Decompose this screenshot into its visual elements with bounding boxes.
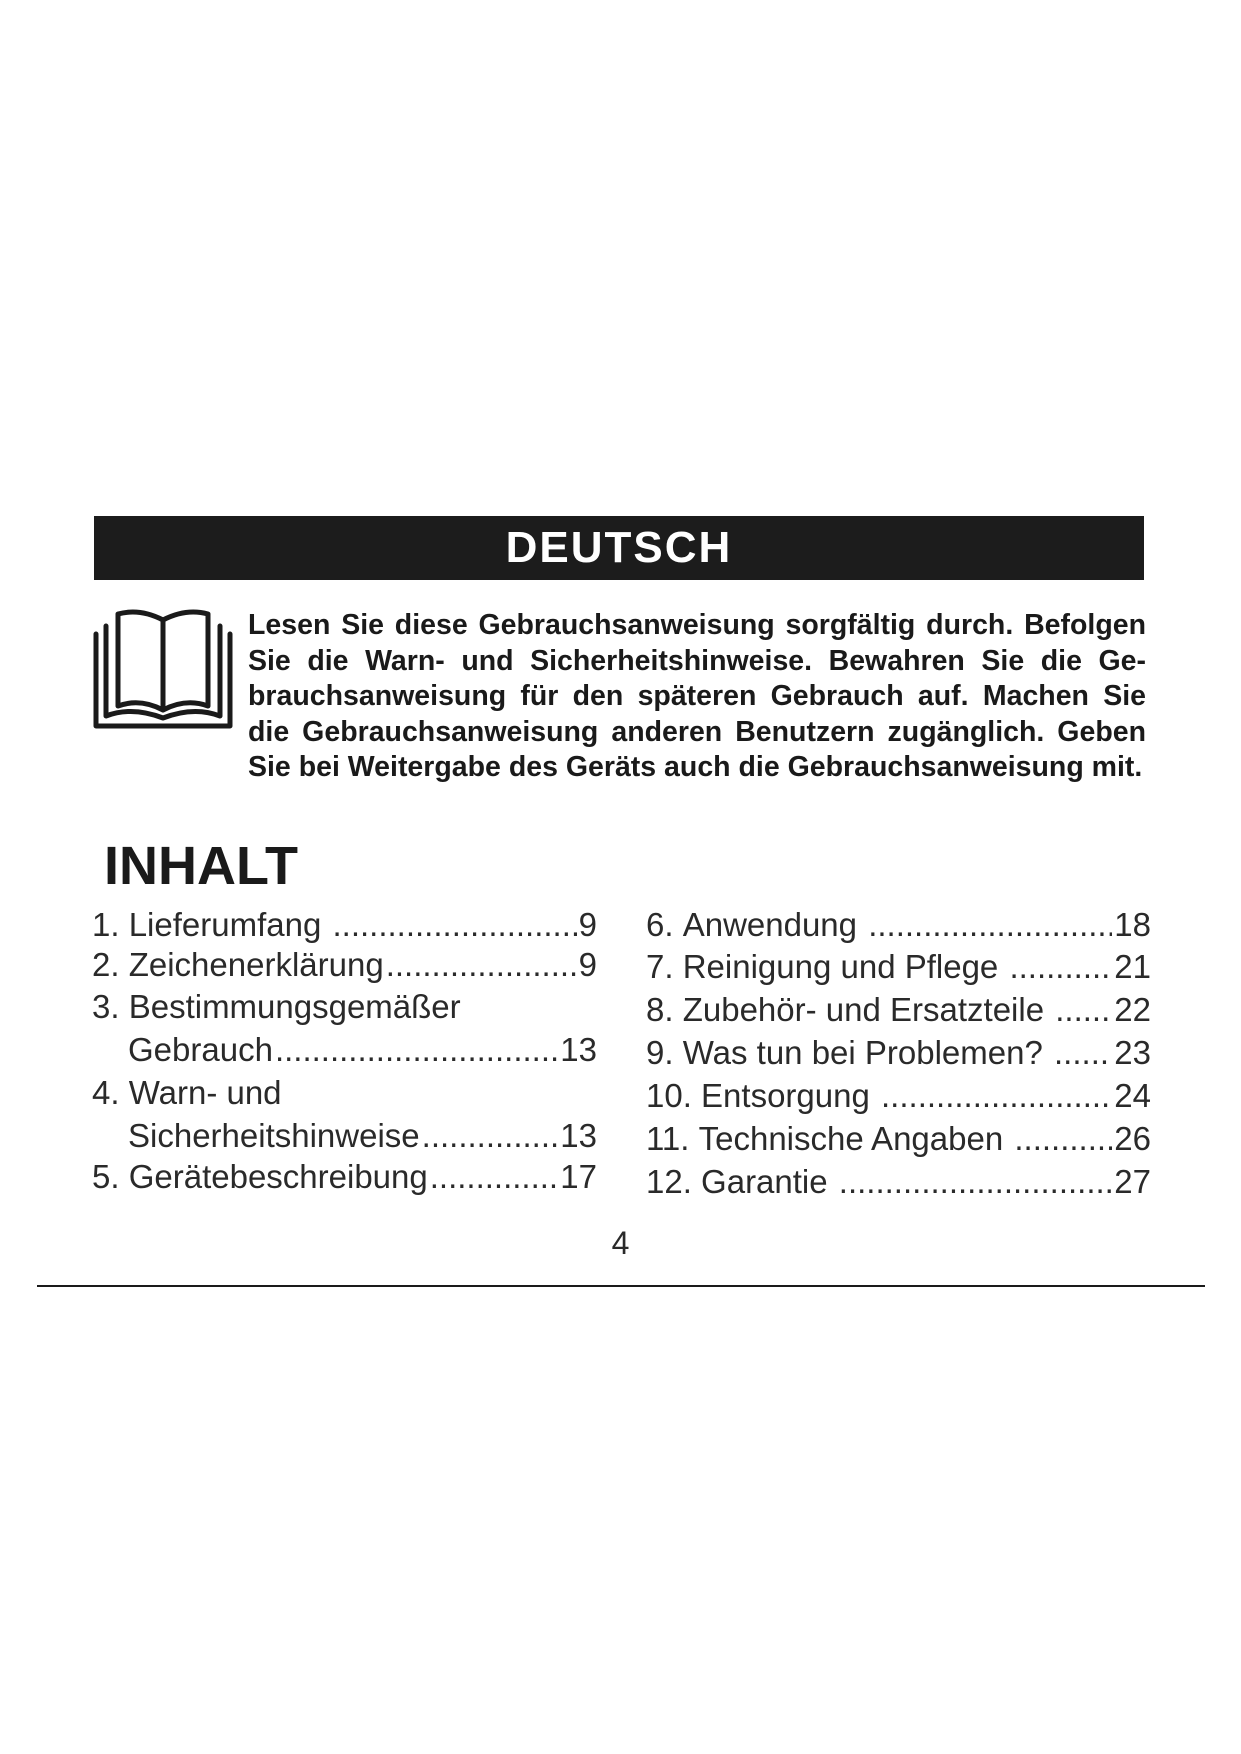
toc-entry-title: Reinigung und Pflege: [682, 948, 999, 985]
toc-entry[interactable]: [646, 945, 1151, 988]
toc-entry[interactable]: [92, 1157, 597, 1197]
toc-leader-dots: [868, 905, 1112, 945]
toc-entry[interactable]: [92, 1071, 597, 1157]
toc-entry-title: Entsorgung: [701, 1077, 870, 1114]
toc-entry-page: 21: [1114, 948, 1151, 985]
toc-entry-page: 24: [1114, 1077, 1151, 1114]
toc-entry[interactable]: [92, 985, 597, 1071]
language-banner: [94, 516, 1144, 580]
toc-entry-title: Zeichenerklärung: [128, 946, 384, 983]
toc-leader-dots: [333, 905, 577, 945]
page-number: 4: [611, 1225, 630, 1261]
toc-leader-dots: [430, 1157, 559, 1197]
toc-entry-number: 3.: [92, 988, 120, 1025]
toc-entry[interactable]: [92, 905, 597, 945]
toc-leader-dots: [422, 1114, 559, 1157]
toc-entry-page: 13: [560, 1117, 597, 1154]
toc-entry[interactable]: [646, 1117, 1151, 1160]
toc-entry-title: Gerätebeschreibung: [128, 1158, 428, 1195]
toc-entry-number: 1.: [92, 906, 120, 943]
toc-entry-number: 5.: [92, 1158, 120, 1195]
toc-leader-dots: [839, 1160, 1112, 1203]
toc-entry-number: 6.: [646, 906, 674, 943]
toc-entry[interactable]: [646, 1074, 1151, 1117]
toc-leader-dots: [275, 1028, 558, 1071]
toc-entry-title: Bestimmungsgemäßer: [128, 988, 461, 1025]
toc-entry-page: 26: [1114, 1120, 1151, 1157]
toc-entry-title: Garantie: [701, 1163, 828, 1200]
banner-title: DEUTSCH: [505, 523, 733, 572]
toc-entry-title: Warn- und: [128, 1074, 282, 1111]
toc-entry-number: 9.: [646, 1034, 674, 1071]
intro-paragraph: Lesen Sie diese Gebrauchsanweisung sorgfältig durch. Befolgen Sie die Warn- und Sicherheitshinweise. Bewahren Sie die Ge-brauchsanweisung für den späteren Gebrauch auf. Machen Sie die Gebrauchsanweisung anderen Benutzern zugänglich. Geben Sie bei Weitergabe des Geräts auch die Gebrauchsanweisung mit.: [248, 609, 1146, 783]
toc-entry-page: 9: [578, 946, 597, 983]
toc-leader-dots: [881, 1074, 1112, 1117]
toc-heading: INHALT: [104, 836, 298, 896]
toc-entry-page: 22: [1114, 991, 1151, 1028]
book-icon: [92, 606, 234, 730]
toc-leader-dots: [1014, 1117, 1112, 1160]
toc-entry-page: 17: [560, 1158, 597, 1195]
toc-entry-title: Technische Angaben: [698, 1120, 1004, 1157]
toc-entry-page: 23: [1114, 1034, 1151, 1071]
toc-entry-page: 13: [560, 1031, 597, 1068]
toc-entry-number: 2.: [92, 946, 120, 983]
toc-entry-title-continued: Gebrauch: [128, 1031, 273, 1068]
toc-leader-dots: [1054, 1031, 1112, 1074]
toc-leader-dots: [1009, 945, 1112, 988]
toc-leader-dots: [386, 945, 577, 985]
toc-entry[interactable]: [646, 988, 1151, 1031]
toc-entry-title: Was tun bei Problemen?: [682, 1034, 1043, 1071]
toc-entry-number: 11.: [646, 1120, 690, 1157]
toc-entry-number: 10.: [646, 1077, 692, 1114]
footer-divider: [37, 1285, 1205, 1287]
toc-entry-title: Lieferumfang: [128, 906, 322, 943]
toc-entry[interactable]: [646, 1031, 1151, 1074]
toc-entry-title: Anwendung: [682, 906, 858, 943]
toc-entry[interactable]: [646, 905, 1151, 945]
toc-entry-page: 27: [1114, 1163, 1151, 1200]
toc-left-column: [92, 905, 597, 1197]
toc-entry[interactable]: [92, 945, 597, 985]
toc-entry-number: 7.: [646, 948, 674, 985]
toc-entry-title: Zubehör- und Ersatzteile: [682, 991, 1045, 1028]
toc-entry-number: 8.: [646, 991, 674, 1028]
toc-entry-number: 12.: [646, 1163, 692, 1200]
toc-leader-dots: [1055, 988, 1112, 1031]
toc-entry[interactable]: [646, 1160, 1151, 1203]
toc-entry-page: 18: [1114, 906, 1151, 943]
toc-entry-title-continued: Sicherheitshinweise: [128, 1117, 420, 1154]
toc-entry-number: 4.: [92, 1074, 120, 1111]
toc-entry-page: 9: [578, 906, 597, 943]
toc-right-column: [646, 905, 1151, 1203]
